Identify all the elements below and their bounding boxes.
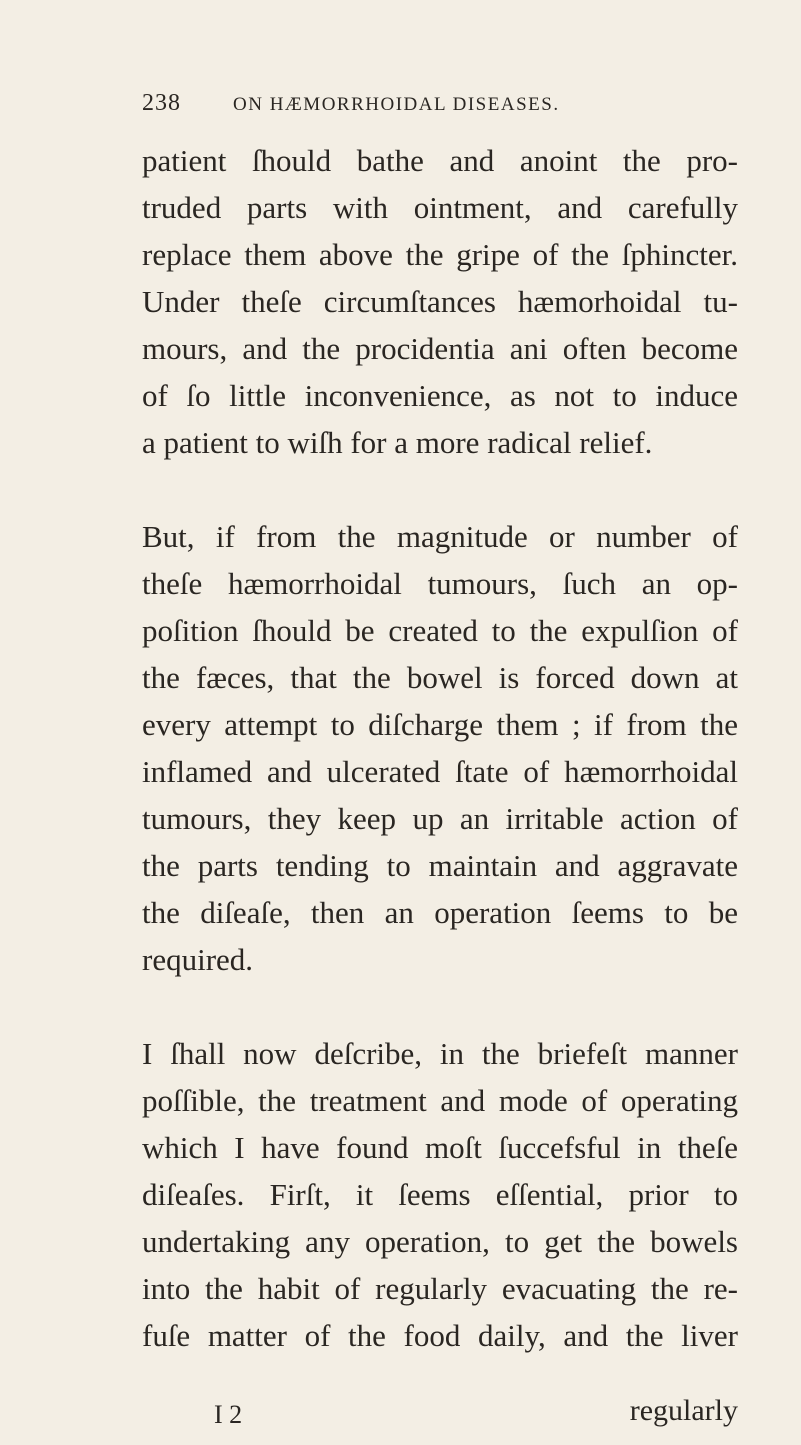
running-head <box>142 90 560 120</box>
text-line: poſſible, the treatment and mode of operating <box>142 1083 738 1118</box>
text-line: required. <box>142 942 254 977</box>
paragraph-gap <box>142 983 738 1030</box>
text-line: replace them above the gripe of the ſphincter. <box>142 237 738 272</box>
paragraph-gap <box>142 466 738 513</box>
text-line: mours, and the procidentia ani often become <box>142 331 738 366</box>
text-line: Under theſe circumſtances hæmorhoidal tu- <box>142 284 738 319</box>
text-line: a patient to wiſh for a more radical relief. <box>142 425 653 460</box>
text-line: into the habit of regularly evacuating the re- <box>142 1271 738 1306</box>
text-line: patient ſhould bathe and anoint the pro- <box>142 143 738 178</box>
page-number: 238 <box>142 90 181 116</box>
text-line: of ſo little inconvenience, as not to induce <box>142 378 738 413</box>
text-line: which I have found moſt ſuccefsful in theſe <box>142 1130 738 1165</box>
paragraph-1 <box>142 137 738 466</box>
signature-mark: I 2 <box>214 1400 243 1429</box>
catchword: regularly <box>629 1394 738 1427</box>
text-line: the diſeaſe, then an operation ſeems to be <box>142 895 738 930</box>
text-line: poſition ſhould be created to the expulſion of <box>142 613 738 648</box>
text-line: But, if from the magnitude or number of <box>142 519 738 554</box>
text-line: undertaking any operation, to get the bowels <box>142 1224 738 1259</box>
text-line: fuſe matter of the food daily, and the liver <box>142 1318 738 1353</box>
paragraph-2 <box>142 513 738 983</box>
body-text <box>142 137 738 1359</box>
text-line: the parts tending to maintain and aggravate <box>142 848 738 883</box>
page-footer <box>142 1394 738 1440</box>
text-line: tumours, they keep up an irritable action of <box>142 801 738 836</box>
text-line: truded parts with ointment, and carefully <box>142 190 738 225</box>
text-line: I ſhall now deſcribe, in the briefeſt manner <box>142 1036 738 1071</box>
text-line: diſeaſes. Firſt, it ſeems eſſential, prior to <box>142 1177 738 1212</box>
running-title: ON HÆMORRHOIDAL DISEASES. <box>233 94 560 115</box>
paragraph-3 <box>142 1030 738 1359</box>
text-line: every attempt to diſcharge them ; if from the <box>142 707 738 742</box>
text-line: inflamed and ulcerated ſtate of hæmorrhoidal <box>142 754 738 789</box>
text-line: the fæces, that the bowel is forced down at <box>142 660 738 695</box>
text-line: theſe hæmorrhoidal tumours, ſuch an op- <box>142 566 738 601</box>
